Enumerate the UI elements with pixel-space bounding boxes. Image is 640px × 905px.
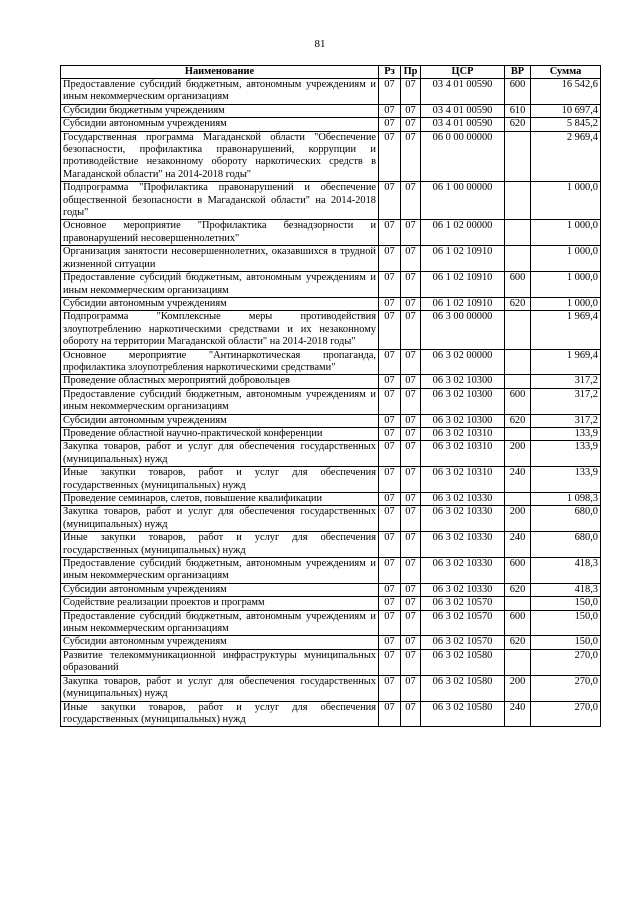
table-row xyxy=(61,375,601,388)
table-row xyxy=(61,506,601,532)
header-vr: ВР xyxy=(505,66,531,79)
cell-vr: 600 xyxy=(505,79,531,105)
cell-vr: 240 xyxy=(505,467,531,493)
cell-vr: 620 xyxy=(505,414,531,427)
cell-name: Закупка товаров, работ и услуг для обеспечения государственных (муниципальных) нужд xyxy=(61,675,379,701)
cell-name: Закупка товаров, работ и услуг для обеспечения государственных (муниципальных) нужд xyxy=(61,506,379,532)
cell-csr: 03 4 01 00590 xyxy=(421,118,505,131)
cell-vr xyxy=(505,375,531,388)
cell-name: Субсидии автономным учреждениям xyxy=(61,118,379,131)
cell-rz: 07 xyxy=(379,79,401,105)
cell-csr: 06 3 02 10570 xyxy=(421,597,505,610)
cell-csr: 06 1 02 10910 xyxy=(421,297,505,310)
cell-csr: 06 3 00 00000 xyxy=(421,311,505,349)
cell-sum: 270,0 xyxy=(531,675,601,701)
cell-sum: 270,0 xyxy=(531,649,601,675)
cell-name: Подпрограмма "Комплексные меры противодействия злоупотреблению наркотическими средствами и их незаконному обороту на территории Магаданской области" на 2014-2018 годы" xyxy=(61,311,379,349)
cell-rz: 07 xyxy=(379,493,401,506)
cell-pr: 07 xyxy=(401,297,421,310)
page-number: 81 xyxy=(314,38,326,50)
cell-name: Иные закупки товаров, работ и услуг для обеспечения государственных (муниципальных) нужд xyxy=(61,701,379,727)
cell-csr: 06 3 02 00000 xyxy=(421,349,505,375)
cell-rz: 07 xyxy=(379,375,401,388)
table-row xyxy=(61,597,601,610)
cell-vr: 200 xyxy=(505,675,531,701)
cell-csr: 06 1 00 00000 xyxy=(421,182,505,220)
cell-csr: 06 3 02 10300 xyxy=(421,388,505,414)
cell-sum: 1 969,4 xyxy=(531,349,601,375)
cell-pr: 07 xyxy=(401,118,421,131)
cell-vr xyxy=(505,649,531,675)
cell-sum: 1 000,0 xyxy=(531,182,601,220)
cell-pr: 07 xyxy=(401,246,421,272)
cell-rz: 07 xyxy=(379,349,401,375)
cell-pr: 07 xyxy=(401,441,421,467)
cell-name: Проведение областных мероприятий добровольцев xyxy=(61,375,379,388)
cell-csr: 06 1 02 10910 xyxy=(421,246,505,272)
cell-sum: 680,0 xyxy=(531,532,601,558)
cell-pr: 07 xyxy=(401,636,421,649)
cell-vr: 200 xyxy=(505,441,531,467)
cell-sum: 1 000,0 xyxy=(531,220,601,246)
cell-rz: 07 xyxy=(379,427,401,440)
cell-vr xyxy=(505,246,531,272)
cell-pr: 07 xyxy=(401,427,421,440)
cell-sum: 5 845,2 xyxy=(531,118,601,131)
cell-name: Организация занятости несовершеннолетних, оказавшихся в трудной жизненной ситуации xyxy=(61,246,379,272)
table-row xyxy=(61,349,601,375)
cell-pr: 07 xyxy=(401,311,421,349)
table-row xyxy=(61,675,601,701)
cell-vr: 620 xyxy=(505,636,531,649)
cell-sum: 418,3 xyxy=(531,558,601,584)
cell-sum: 317,2 xyxy=(531,388,601,414)
table-row xyxy=(61,649,601,675)
header-name: Наименование xyxy=(61,66,379,79)
cell-sum: 10 697,4 xyxy=(531,104,601,117)
table-row xyxy=(61,701,601,727)
cell-pr: 07 xyxy=(401,79,421,105)
cell-pr: 07 xyxy=(401,220,421,246)
table-row xyxy=(61,583,601,596)
budget-table xyxy=(60,65,601,727)
cell-pr: 07 xyxy=(401,506,421,532)
cell-vr xyxy=(505,493,531,506)
cell-vr xyxy=(505,311,531,349)
cell-rz: 07 xyxy=(379,131,401,182)
cell-sum: 150,0 xyxy=(531,636,601,649)
table-row xyxy=(61,118,601,131)
cell-name: Государственная программа Магаданской области "Обеспечение безопасности, профилактика правонарушений, коррупции и противодействие незаконному обороту наркотических средств в Магаданской области" на 2014-2018 годы" xyxy=(61,131,379,182)
cell-rz: 07 xyxy=(379,182,401,220)
cell-sum: 150,0 xyxy=(531,610,601,636)
cell-vr: 610 xyxy=(505,104,531,117)
cell-csr: 06 3 02 10330 xyxy=(421,493,505,506)
cell-vr xyxy=(505,597,531,610)
table-row xyxy=(61,636,601,649)
table-row xyxy=(61,246,601,272)
table-row xyxy=(61,388,601,414)
header-pr: Пр xyxy=(401,66,421,79)
cell-rz: 07 xyxy=(379,558,401,584)
header-rz: Рз xyxy=(379,66,401,79)
cell-name: Подпрограмма "Профилактика правонарушений и обеспечение общественной безопасности в Магаданской области" на 2014-2018 годы" xyxy=(61,182,379,220)
cell-vr: 620 xyxy=(505,118,531,131)
cell-name: Субсидии бюджетным учреждениям xyxy=(61,104,379,117)
cell-sum: 1 000,0 xyxy=(531,297,601,310)
cell-name: Развитие телекоммуникационной инфраструктуры муниципальных образований xyxy=(61,649,379,675)
cell-csr: 03 4 01 00590 xyxy=(421,104,505,117)
table-body xyxy=(61,79,601,727)
cell-pr: 07 xyxy=(401,532,421,558)
table-row xyxy=(61,610,601,636)
cell-rz: 07 xyxy=(379,104,401,117)
cell-rz: 07 xyxy=(379,220,401,246)
cell-csr: 06 3 02 10580 xyxy=(421,675,505,701)
table-row xyxy=(61,427,601,440)
table-row xyxy=(61,79,601,105)
cell-csr: 06 3 02 10330 xyxy=(421,558,505,584)
cell-rz: 07 xyxy=(379,297,401,310)
header-csr: ЦСР xyxy=(421,66,505,79)
table-row xyxy=(61,311,601,349)
cell-pr: 07 xyxy=(401,375,421,388)
cell-sum: 1 000,0 xyxy=(531,246,601,272)
cell-csr: 06 3 02 10580 xyxy=(421,649,505,675)
cell-csr: 06 1 02 10910 xyxy=(421,272,505,298)
cell-vr: 240 xyxy=(505,532,531,558)
cell-rz: 07 xyxy=(379,701,401,727)
cell-pr: 07 xyxy=(401,649,421,675)
cell-pr: 07 xyxy=(401,104,421,117)
cell-pr: 07 xyxy=(401,467,421,493)
cell-name: Основное мероприятие "Антинаркотическая пропаганда, профилактика злоупотребления наркотическими средствами" xyxy=(61,349,379,375)
cell-sum: 133,9 xyxy=(531,441,601,467)
cell-name: Содействие реализации проектов и программ xyxy=(61,597,379,610)
cell-vr xyxy=(505,349,531,375)
cell-vr: 620 xyxy=(505,297,531,310)
cell-name: Предоставление субсидий бюджетным, автономным учреждениям и иным некоммерческим организациям xyxy=(61,388,379,414)
cell-sum: 317,2 xyxy=(531,414,601,427)
table-header-row xyxy=(61,66,601,79)
cell-vr xyxy=(505,182,531,220)
cell-rz: 07 xyxy=(379,467,401,493)
cell-vr xyxy=(505,220,531,246)
table-row xyxy=(61,558,601,584)
cell-sum: 317,2 xyxy=(531,375,601,388)
cell-vr: 600 xyxy=(505,558,531,584)
cell-name: Субсидии автономным учреждениям xyxy=(61,414,379,427)
cell-vr: 600 xyxy=(505,610,531,636)
cell-name: Основное мероприятие "Профилактика безнадзорности и правонарушений несовершеннолетних" xyxy=(61,220,379,246)
cell-rz: 07 xyxy=(379,311,401,349)
cell-rz: 07 xyxy=(379,388,401,414)
cell-pr: 07 xyxy=(401,414,421,427)
cell-pr: 07 xyxy=(401,558,421,584)
table-row xyxy=(61,414,601,427)
cell-csr: 06 3 02 10310 xyxy=(421,441,505,467)
table-row xyxy=(61,297,601,310)
cell-csr: 06 0 00 00000 xyxy=(421,131,505,182)
cell-pr: 07 xyxy=(401,388,421,414)
cell-pr: 07 xyxy=(401,610,421,636)
header-sum: Сумма xyxy=(531,66,601,79)
table-row xyxy=(61,182,601,220)
cell-sum: 16 542,6 xyxy=(531,79,601,105)
cell-sum: 150,0 xyxy=(531,597,601,610)
table-row xyxy=(61,441,601,467)
cell-name: Предоставление субсидий бюджетным, автономным учреждениям и иным некоммерческим организациям xyxy=(61,610,379,636)
cell-csr: 06 1 02 00000 xyxy=(421,220,505,246)
cell-name: Иные закупки товаров, работ и услуг для обеспечения государственных (муниципальных) нужд xyxy=(61,532,379,558)
cell-sum: 133,9 xyxy=(531,467,601,493)
cell-rz: 07 xyxy=(379,272,401,298)
cell-sum: 418,3 xyxy=(531,583,601,596)
cell-csr: 06 3 02 10330 xyxy=(421,532,505,558)
cell-sum: 680,0 xyxy=(531,506,601,532)
cell-pr: 07 xyxy=(401,131,421,182)
cell-csr: 06 3 02 10580 xyxy=(421,701,505,727)
cell-name: Иные закупки товаров, работ и услуг для обеспечения государственных (муниципальных) нужд xyxy=(61,467,379,493)
cell-rz: 07 xyxy=(379,597,401,610)
cell-vr: 200 xyxy=(505,506,531,532)
cell-rz: 07 xyxy=(379,414,401,427)
cell-csr: 06 3 02 10330 xyxy=(421,506,505,532)
cell-name: Субсидии автономным учреждениям xyxy=(61,297,379,310)
cell-pr: 07 xyxy=(401,675,421,701)
cell-pr: 07 xyxy=(401,349,421,375)
cell-rz: 07 xyxy=(379,636,401,649)
cell-vr: 620 xyxy=(505,583,531,596)
cell-sum: 270,0 xyxy=(531,701,601,727)
cell-rz: 07 xyxy=(379,675,401,701)
cell-name: Предоставление субсидий бюджетным, автономным учреждениям и иным некоммерческим организациям xyxy=(61,79,379,105)
cell-sum: 1 969,4 xyxy=(531,311,601,349)
cell-vr: 600 xyxy=(505,388,531,414)
cell-rz: 07 xyxy=(379,583,401,596)
cell-csr: 06 3 02 10570 xyxy=(421,636,505,649)
table-row xyxy=(61,493,601,506)
cell-pr: 07 xyxy=(401,272,421,298)
cell-rz: 07 xyxy=(379,610,401,636)
cell-vr: 600 xyxy=(505,272,531,298)
cell-pr: 07 xyxy=(401,597,421,610)
table-row xyxy=(61,104,601,117)
cell-vr xyxy=(505,131,531,182)
cell-vr xyxy=(505,427,531,440)
cell-csr: 03 4 01 00590 xyxy=(421,79,505,105)
table-row xyxy=(61,532,601,558)
cell-csr: 06 3 02 10300 xyxy=(421,414,505,427)
cell-csr: 06 3 02 10310 xyxy=(421,467,505,493)
cell-rz: 07 xyxy=(379,649,401,675)
cell-name: Предоставление субсидий бюджетным, автономным учреждениям и иным некоммерческим организациям xyxy=(61,558,379,584)
table-row xyxy=(61,220,601,246)
cell-sum: 1 000,0 xyxy=(531,272,601,298)
cell-csr: 06 3 02 10570 xyxy=(421,610,505,636)
table-row xyxy=(61,272,601,298)
cell-csr: 06 3 02 10330 xyxy=(421,583,505,596)
cell-csr: 06 3 02 10300 xyxy=(421,375,505,388)
cell-pr: 07 xyxy=(401,583,421,596)
cell-name: Предоставление субсидий бюджетным, автономным учреждениям и иным некоммерческим организациям xyxy=(61,272,379,298)
cell-rz: 07 xyxy=(379,246,401,272)
cell-sum: 2 969,4 xyxy=(531,131,601,182)
cell-sum: 133,9 xyxy=(531,427,601,440)
table-row xyxy=(61,131,601,182)
cell-vr: 240 xyxy=(505,701,531,727)
cell-name: Проведение областной научно-практической конференции xyxy=(61,427,379,440)
cell-pr: 07 xyxy=(401,701,421,727)
cell-name: Проведение семинаров, слетов, повышение квалификации xyxy=(61,493,379,506)
cell-rz: 07 xyxy=(379,441,401,467)
cell-name: Субсидии автономным учреждениям xyxy=(61,583,379,596)
table-row xyxy=(61,467,601,493)
cell-sum: 1 098,3 xyxy=(531,493,601,506)
cell-name: Субсидии автономным учреждениям xyxy=(61,636,379,649)
cell-rz: 07 xyxy=(379,532,401,558)
cell-pr: 07 xyxy=(401,182,421,220)
cell-rz: 07 xyxy=(379,506,401,532)
cell-pr: 07 xyxy=(401,493,421,506)
cell-name: Закупка товаров, работ и услуг для обеспечения государственных (муниципальных) нужд xyxy=(61,441,379,467)
cell-csr: 06 3 02 10310 xyxy=(421,427,505,440)
cell-rz: 07 xyxy=(379,118,401,131)
